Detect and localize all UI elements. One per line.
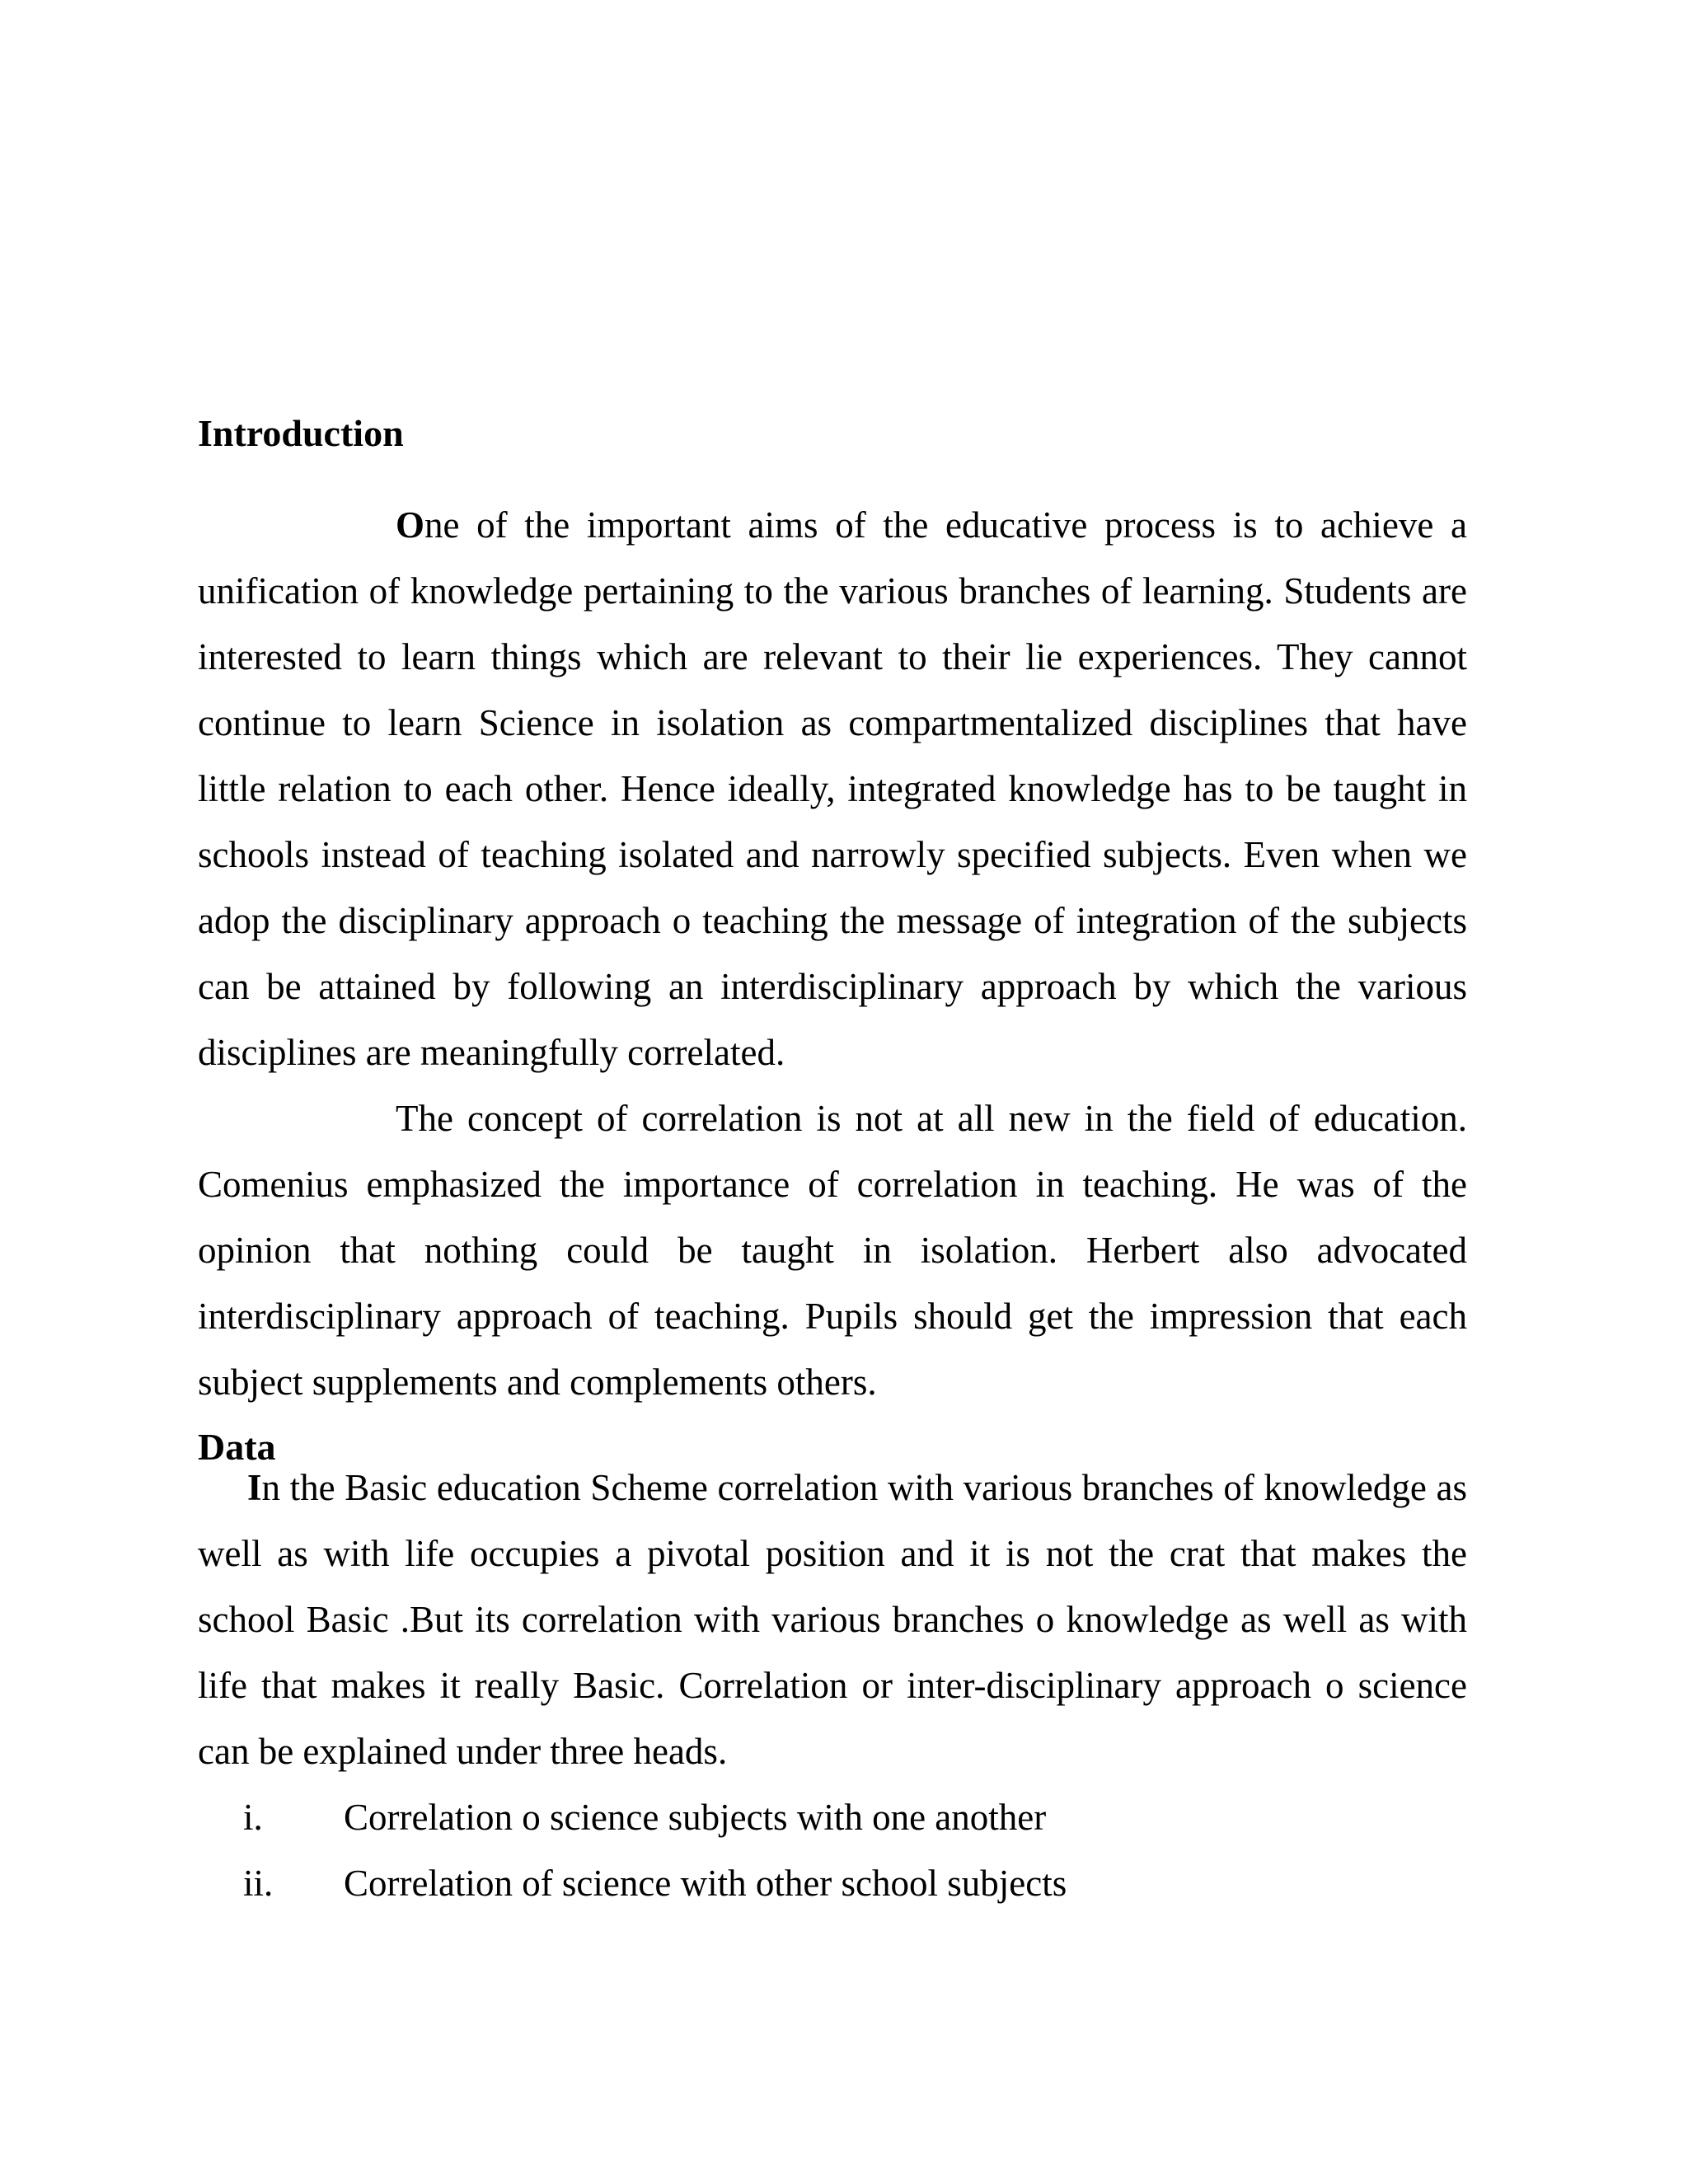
paragraph-text: ne of the important aims of the educative process is to achieve a unification of knowledge pertaining to the various branches of learning. Students are interested to learn things which are relevant to their lie experiences. They cannot continue to learn Science in isolation as compartmentalized disciplines that have little relation to each other. Hence ideally, integrated knowledge has to be taught in schools instead of teaching isolated and narrowly specified subjects. Even when we adop the disciplinary approach o teaching the message of integration of the subjects can be attained by following an interdisciplinary approach by which the various disciplines are meaningfully correlated. xyxy=(198,504,1467,1073)
drop-cap-letter: I xyxy=(247,1467,262,1508)
list-marker: i. xyxy=(243,1797,263,1838)
introduction-paragraph-2: The concept of correlation is not at all new in the field of education. Comenius emphasized the importance of correlation in teaching. He was of the opinion that nothing could be taught in isolation. Herbert also advocated interdisciplinary approach of teaching. Pupils should get the impression that each subject supplements and complements others. xyxy=(198,1098,1467,1403)
list-item-text: Correlation o science subjects with one another xyxy=(344,1797,1047,1838)
list-item-text: Correlation of science with other school subjects xyxy=(344,1863,1067,1904)
introduction-heading: Introduction xyxy=(198,412,404,454)
data-paragraph xyxy=(198,1455,1467,1784)
list-item xyxy=(198,1784,1467,1850)
list-marker: ii. xyxy=(243,1863,274,1904)
heads-list xyxy=(198,1784,1467,1916)
paragraph-text: n the Basic education Scheme correlation with various branches of knowledge as well as with life occupies a pivotal position and it is not the crat that makes the school Basic .But its correlation with various branches o knowledge as well as with life that makes it really Basic. Correlation or inter-disciplinary approach o science can be explained under three heads. xyxy=(198,1467,1467,1772)
list-item xyxy=(198,1850,1467,1916)
drop-cap-letter: O xyxy=(396,504,425,546)
data-heading: Data xyxy=(198,1426,276,1468)
introduction-paragraph-1 xyxy=(198,492,1467,1085)
